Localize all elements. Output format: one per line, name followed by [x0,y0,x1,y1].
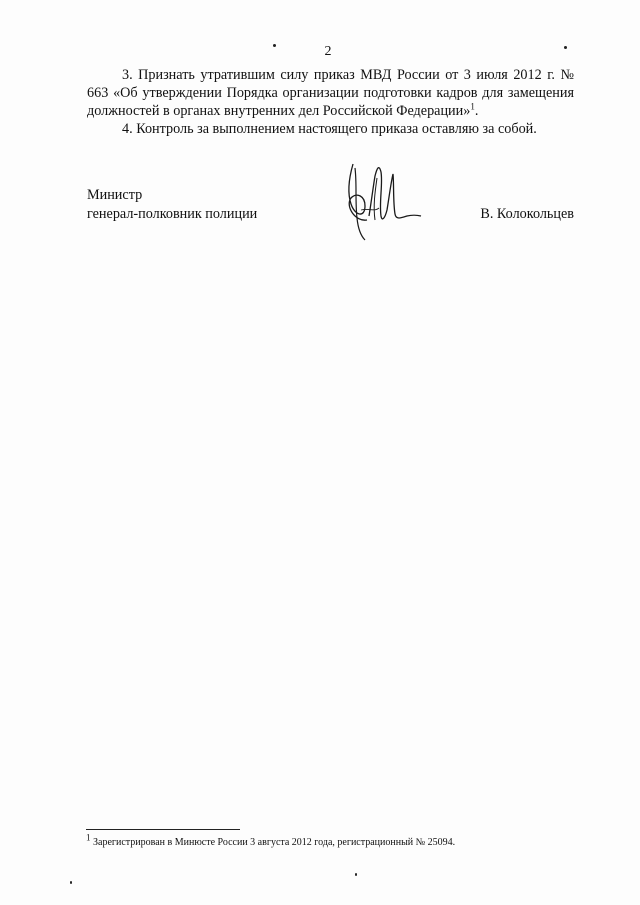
footnote-text: Зарегистрирован в Минюсте России 3 августа 2012 года, регистрационный № 25094. [93,837,456,848]
footnote [86,832,456,849]
footnote-marker: 1 [86,832,91,843]
footnote-reference: 1 [470,101,475,112]
paragraph-3-text: 3. Признать утратившим силу приказ МВД России от 3 июля 2012 г. № 663 «Об утверждении Порядка организации подготовки кадров для замещения должностей в органах внутренних дел Российской Федерации» [87,67,574,119]
paragraph-3: 3. Признать утратившим силу приказ МВД России от 3 июля 2012 г. № 663 «Об утверждении Порядка организации подготовки кадров для замещения должностей в органах внутренних дел Российской Федерации»$^1$. [87,67,574,119]
signatory-name: В. Колокольцев [480,206,574,222]
handwritten-signature [335,158,425,246]
signatory-position: Министр [87,187,143,203]
page-number: 2 [324,44,332,59]
signature-block [87,186,574,224]
scan-artifact [70,881,72,884]
scan-artifact [355,873,357,876]
signatory-rank: генерал-полковник полиции [87,206,258,222]
footnote-separator [86,829,240,830]
document-body [87,66,574,138]
paragraph-4: 4. Контроль за выполнением настоящего приказа оставляю за собой. [122,121,537,137]
